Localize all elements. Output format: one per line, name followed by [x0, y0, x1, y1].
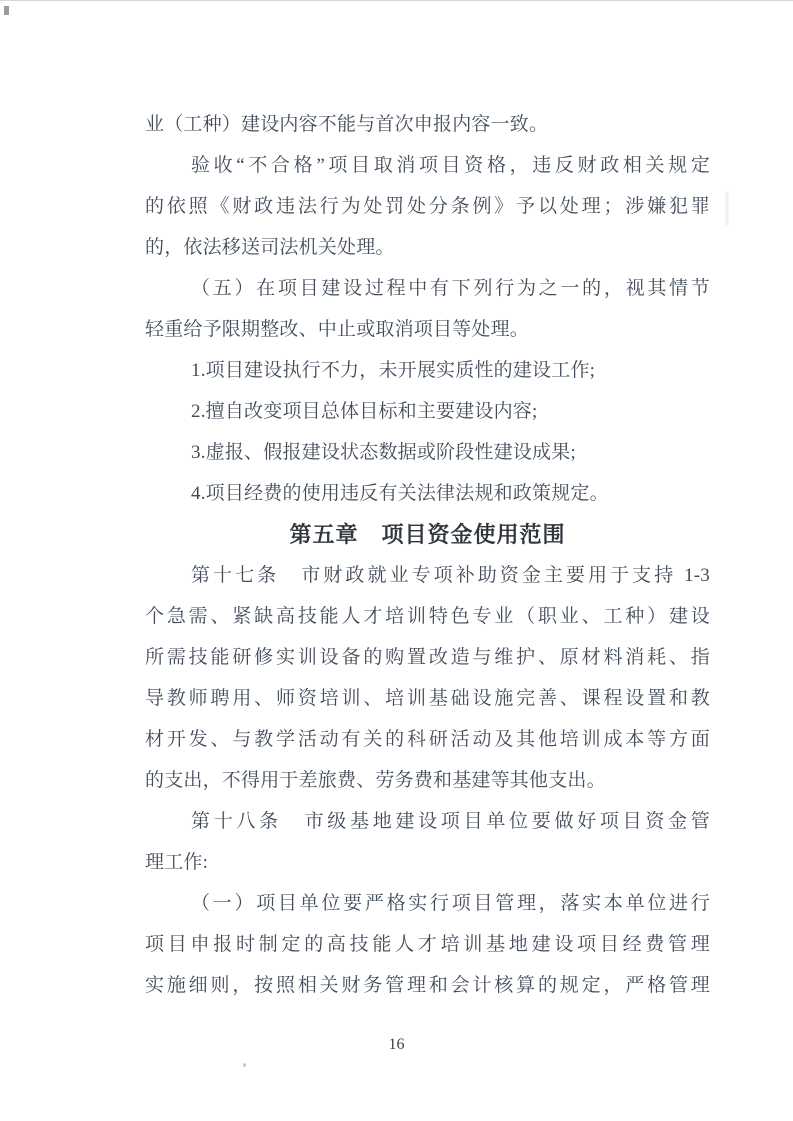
chapter-heading: 第五章 项目资金使用范围 — [289, 522, 566, 547]
text-line: 个急需、紧缺高技能人才培训特色专业（职业、工种）建设 — [145, 606, 710, 627]
text-line: （一）项目单位要严格实行项目管理，落实本单位进行 — [191, 893, 710, 914]
scan-speck — [4, 6, 9, 15]
article-line: 第十七条 市财政就业专项补助资金主要用于支持 1-3 — [191, 565, 710, 586]
scan-edge-line — [0, 0, 793, 1]
text-line: 所需技能研修实训设备的购置改造与维护、原材料消耗、指 — [145, 647, 710, 668]
text-line: 材开发、与教学活动有关的科研活动及其他培训成本等方面 — [145, 729, 710, 750]
page-number: 16 — [388, 1036, 405, 1053]
text-line: 的依照《财政违法行为处罚处分条例》予以处理；涉嫌犯罪 — [145, 196, 710, 217]
list-item-line: 4.项目经费的使用违反有关法律法规和政策规定。 — [191, 483, 609, 504]
list-item-line: 3.虚报、假报建设状态数据或阶段性建设成果; — [191, 442, 576, 463]
scan-smudge — [726, 192, 728, 226]
text-line: 项目申报时制定的高技能人才培训基地建设项目经费管理 — [145, 934, 710, 955]
text-line: 轻重给予限期整改、中止或取消项目等处理。 — [145, 319, 530, 340]
document-body — [145, 104, 710, 1006]
text-line: 导教师聘用、师资培训、培训基础设施完善、课程设置和教 — [145, 688, 710, 709]
text-line: 理工作: — [145, 852, 209, 873]
text-line: 实施细则，按照相关财务管理和会计核算的规定，严格管理 — [145, 975, 710, 996]
text-line: （五）在项目建设过程中有下列行为之一的，视其情节 — [191, 278, 710, 299]
article-line: 第十八条 市级基地建设项目单位要做好项目资金管 — [191, 811, 710, 832]
list-item-line: 2.擅自改变项目总体目标和主要建设内容; — [191, 401, 538, 422]
list-item-line: 1.项目建设执行不力，未开展实质性的建设工作; — [191, 360, 596, 381]
text-line: 业（工种）建设内容不能与首次申报内容一致。 — [145, 114, 549, 135]
text-line: 验收“不合格”项目取消项目资格，违反财政相关规定 — [191, 155, 710, 176]
text-line: 的，依法移送司法机关处理。 — [145, 237, 395, 258]
scan-speck — [243, 1063, 246, 1067]
text-line: 的支出，不得用于差旅费、劳务费和基建等其他支出。 — [145, 770, 606, 791]
